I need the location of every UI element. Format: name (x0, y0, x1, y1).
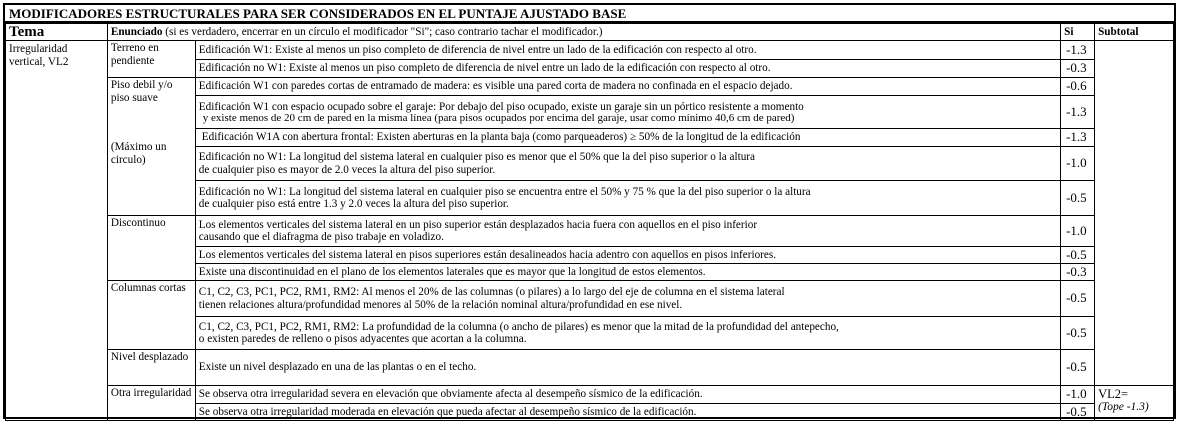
row-0-text: Edificación W1: Existe al menos un piso completo de diferencia de nivel entre un lado de la edificación con respecto al otro. (195, 41, 1060, 60)
row-10-text-line2: tienen relaciones altura/profundidad menores al 50% de la relación nominal altura/profundidad en ese nivel. (198, 298, 683, 311)
row-13-si[interactable]: -1.0 (1061, 386, 1095, 404)
row-5-text (195, 147, 1060, 181)
table-row (6, 78, 1174, 96)
group-piso-note: (Máximo un circulo) (110, 141, 167, 166)
row-9-text: Existe una discontinuidad en el plano de los elementos laterales que es mayor que la longitud de estos elementos. (195, 264, 1060, 281)
group-columnas: Columnas cortas (107, 281, 195, 350)
header-subtotal: Subtotal (1095, 24, 1174, 41)
row-6-text-line1: Edificación no W1: La longitud del sistema lateral en cualquier piso se encuentra entre el 50% y 75 % que la del piso superior o la altura (198, 185, 811, 198)
sheet-title: MODIFICADORES ESTRUCTURALES PARA SER CONSIDERADOS EN EL PUNTAJE AJUSTADO BASE (5, 5, 1174, 23)
header-si: Si (1061, 24, 1095, 41)
row-1-si[interactable]: -0.3 (1061, 60, 1095, 78)
group-piso-spacer (111, 104, 192, 141)
row-7-si[interactable]: -1.0 (1061, 216, 1095, 247)
row-11-text (195, 317, 1060, 350)
subtotal-cell (1095, 386, 1174, 421)
group-otra: Otra irregularidad (107, 386, 195, 421)
row-13-text: Se observa otra irregularidad severa en elevación que obviamente afecta al desempeño sísmico de la edificación. (195, 386, 1060, 404)
table-row (6, 386, 1174, 404)
header-enunciado (107, 24, 1060, 41)
row-4-text: Edificación W1A con abertura frontal: Existen aberturas en la planta baja (como parqueaderos) ≥ 50% de la longitud de la edificación (195, 129, 1060, 147)
row-8-text: Los elementos verticales del sistema lateral en pisos superiores están desalineados hacia adentro con aquellos en pisos inferiores. (195, 247, 1060, 264)
row-7-text (195, 216, 1060, 247)
row-5-text-line2: de cualquier piso es mayor de 2.0 veces la altura del piso superior. (198, 163, 496, 176)
header-enunciado-note: (si es verdadero, encerrar en un círculo el modificador "Si"; caso contrario tachar el modificador.) (165, 25, 603, 38)
modifiers-table (5, 23, 1174, 421)
row-4-si[interactable]: -1.3 (1061, 129, 1095, 147)
row-6-text-line2: de cualquier piso está entre 1.3 y 2.0 veces la altura del piso superior. (198, 198, 509, 210)
tema-line1: Irregularidad (9, 43, 68, 55)
row-3-text-line2: y existe menos de 20 cm de pared en la misma línea (para pisos ocupados por encima del garaje, usar como mínimo 40,6 cm de pared) (202, 111, 795, 124)
group-nivel: Nivel desplazado (107, 350, 195, 386)
row-6-si[interactable]: -0.5 (1061, 181, 1095, 216)
modifiers-sheet (3, 3, 1176, 419)
row-14-si[interactable]: -0.5 (1061, 404, 1095, 421)
group-piso-label: Piso debil y/o piso suave (110, 79, 173, 104)
row-11-text-line1: C1, C2, C3, PC1, PC2, RM1, RM2: La profundidad de la columna (o ancho de pilares) es menor que la mitad de la profundidad del antepecho, (198, 320, 839, 333)
row-1-text: Edificación no W1: Existe al menos un piso completo de diferencia de nivel entre un lado de la edificación con respecto al otro. (195, 60, 1060, 78)
row-6-text (195, 181, 1060, 216)
group-discontinuo: Discontinuo (107, 216, 195, 281)
row-2-si[interactable]: -0.6 (1061, 78, 1095, 96)
row-11-text-line2: o existen paredes de relleno o pisos adyacentes que acortan a la columna. (198, 333, 527, 345)
subtotal-empty-cell (1095, 41, 1174, 386)
subtotal-tope: (Tope -1.3) (1098, 400, 1149, 413)
header-tema: Tema (6, 24, 108, 41)
table-row (6, 350, 1174, 386)
tema-line2: vertical, VL2 (9, 55, 69, 68)
row-5-text-line1: Edificación no W1: La longitud del sistema lateral en cualquier piso es menor que el 50% que la del piso superior o la altura (198, 151, 755, 163)
row-10-text-line1: C1, C2, C3, PC1, PC2, RM1, RM2: Al menos el 20% de las columnas (o pilares) a lo largo del eje de columna en el sistema lateral (198, 286, 785, 298)
row-12-text: Existe un nivel desplazado en una de las plantas o en el techo. (195, 350, 1060, 386)
header-row (6, 24, 1174, 41)
header-enunciado-label: Enunciado (110, 25, 163, 38)
row-11-si[interactable]: -0.5 (1061, 317, 1095, 350)
row-0-si[interactable]: -1.3 (1061, 41, 1095, 60)
row-5-si[interactable]: -1.0 (1061, 147, 1095, 181)
row-10-si[interactable]: -0.5 (1061, 281, 1095, 317)
row-7-text-line2: causando que el diafragma de piso trabaje en voladizo. (198, 231, 444, 243)
row-14-text: Se observa otra irregularidad moderada en elevación que pueda afectar al desempeño sísmico de la edificación. (195, 404, 1060, 421)
row-3-si[interactable]: -1.3 (1061, 96, 1095, 129)
subtotal-label: VL2= (1098, 387, 1129, 401)
row-3-text (195, 96, 1060, 129)
group-piso (107, 78, 195, 216)
table-row (6, 41, 1174, 60)
row-10-text (195, 281, 1060, 317)
group-terreno: Terreno en pendiente (107, 41, 195, 78)
row-7-text-line1: Los elementos verticales del sistema lateral en un piso superior están desplazados hacia fuera con aquellos en el piso inferior (198, 218, 758, 231)
row-12-si[interactable]: -0.5 (1061, 350, 1095, 386)
row-8-si[interactable]: -0.5 (1061, 247, 1095, 264)
row-3-text-line1: Edificación W1 con espacio ocupado sobre el garaje: Por debajo del piso ocupado, existe un garaje sin un pórtico resistente a momento (198, 101, 804, 114)
tema-cell (6, 41, 108, 421)
row-2-text: Edificación W1 con paredes cortas de entramado de madera: es visible una pared corta de madera no confinada en el espacio dejado. (195, 78, 1060, 96)
table-row (6, 281, 1174, 317)
row-9-si[interactable]: -0.3 (1061, 264, 1095, 281)
table-row (6, 216, 1174, 247)
